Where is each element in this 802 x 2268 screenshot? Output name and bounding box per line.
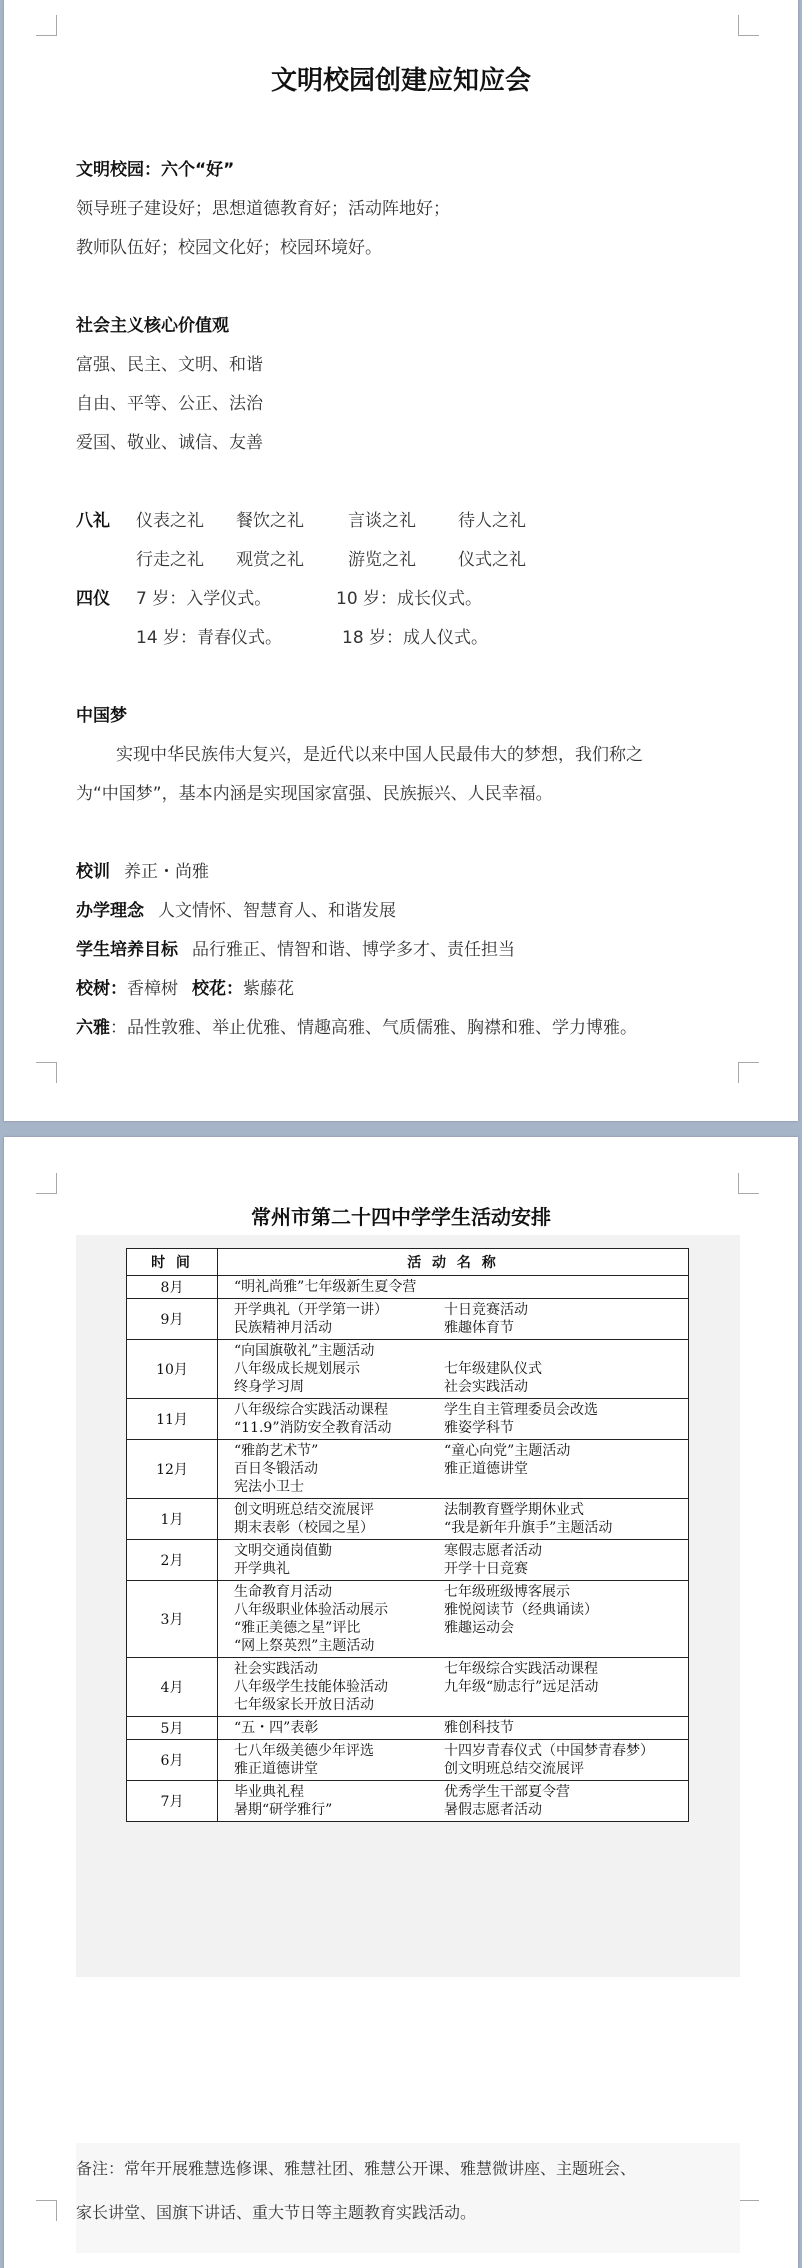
document-page-1 (4, 0, 798, 1121)
activity-item: 暑期“研学雅行” (234, 1802, 333, 1818)
activity-line (234, 1696, 684, 1714)
activity-item: 宪法小卫士 (234, 1479, 304, 1495)
activity-item: 八年级职业体验活动展示 (234, 1602, 388, 1618)
month-cell: 4月 (127, 1658, 218, 1717)
activity-line (234, 1360, 684, 1378)
activity-cell (218, 1276, 689, 1299)
text-line: 自由、平等、公正、法治 (76, 394, 263, 414)
activity-line (234, 1583, 684, 1601)
activity-cell (218, 1658, 689, 1717)
month-cell: 7月 (127, 1781, 218, 1822)
goal-line (76, 938, 738, 962)
philosophy-label: 办学理念 (76, 901, 144, 921)
dream-paragraph: 为“中国梦”，基本内涵是实现国家富强、民族振兴、人民幸福。 (76, 784, 553, 804)
dream-paragraph: 实现中华民族伟大复兴，是近代以来中国人民最伟大的梦想，我们称之 (116, 745, 643, 765)
activity-line (234, 1719, 684, 1737)
month-cell: 8月 (127, 1276, 218, 1299)
month-cell: 10月 (127, 1340, 218, 1399)
month-cell: 5月 (127, 1717, 218, 1740)
table-row (127, 1299, 689, 1340)
table-row (127, 1340, 689, 1399)
activity-line (234, 1678, 684, 1696)
activity-cell (218, 1540, 689, 1581)
activity-item: 法制教育暨学期休业式 (444, 1502, 584, 1518)
bali-item: 餐饮之礼 (236, 511, 304, 531)
activity-line (234, 1783, 684, 1801)
text-line: 教师队伍好；校园文化好；校园环境好。 (76, 238, 382, 258)
table-row (127, 1540, 689, 1581)
activity-cell (218, 1781, 689, 1822)
siyi-label: 四仪 (76, 589, 110, 609)
activity-item: 八年级综合实践活动课程 (234, 1402, 388, 1418)
activity-line (234, 1301, 684, 1319)
activity-item: 文明交通岗值勤 (234, 1543, 332, 1559)
bali-item: 观赏之礼 (236, 550, 304, 570)
month-cell: 6月 (127, 1740, 218, 1781)
activity-item: 雅正道德讲堂 (444, 1461, 528, 1477)
activity-item: 终身学习周 (234, 1379, 304, 1395)
activity-cell (218, 1581, 689, 1658)
activity-line (234, 1801, 684, 1819)
section-heading: 社会主义核心价值观 (76, 316, 229, 336)
activity-item: “五・四”表彰 (234, 1720, 319, 1736)
activity-line (234, 1319, 684, 1337)
activity-item: 七八年级美德少年评选 (234, 1743, 374, 1759)
activity-item: 开学十日竞赛 (444, 1561, 528, 1577)
table-header-row (127, 1249, 689, 1276)
activity-item: 八年级成长规划展示 (234, 1361, 360, 1377)
activity-line (234, 1601, 684, 1619)
goal-value: 品行雅正、情智和谐、博学多才、责任担当 (192, 940, 515, 960)
activity-line (234, 1278, 684, 1296)
activity-item: 期末表彰（校园之星） (234, 1520, 374, 1536)
philosophy-line (76, 899, 738, 923)
activity-item: 九年级“励志行”远足活动 (444, 1679, 599, 1695)
month-cell: 11月 (127, 1399, 218, 1440)
liuya-line (76, 1016, 738, 1040)
activity-item: “向国旗敬礼”主题活动 (234, 1343, 375, 1359)
activity-line (234, 1542, 684, 1560)
activity-cell (218, 1740, 689, 1781)
month-cell: 3月 (127, 1581, 218, 1658)
table-row (127, 1440, 689, 1499)
activity-line (234, 1619, 684, 1637)
activity-item: 创文明班总结交流展评 (444, 1761, 584, 1777)
activity-item: 八年级学生技能体验活动 (234, 1679, 388, 1695)
activity-item: 百日冬锻活动 (234, 1461, 318, 1477)
table-row (127, 1581, 689, 1658)
liuya-label: 六雅 (76, 1018, 110, 1038)
bali-item: 行走之礼 (136, 550, 204, 570)
activity-line (234, 1660, 684, 1678)
activity-item: 生命教育月活动 (234, 1584, 332, 1600)
activity-item: 毕业典礼程 (234, 1784, 304, 1800)
activity-cell (218, 1440, 689, 1499)
crop-mark (36, 1173, 57, 1194)
activity-item: 七年级综合实践活动课程 (444, 1661, 598, 1677)
crop-mark (738, 15, 759, 36)
activity-line (234, 1637, 684, 1655)
month-cell: 2月 (127, 1540, 218, 1581)
activity-item: 雅趣运动会 (444, 1620, 514, 1636)
activity-item: “雅韵艺术节” (234, 1443, 319, 1459)
activity-item: 七年级家长开放日活动 (234, 1697, 374, 1713)
activity-cell (218, 1299, 689, 1340)
crop-mark (738, 1062, 759, 1083)
month-cell: 1月 (127, 1499, 218, 1540)
table-row (127, 1276, 689, 1299)
activity-line (234, 1560, 684, 1578)
activity-item: 七年级建队仪式 (444, 1361, 542, 1377)
activity-item: “明礼尚雅”七年级新生夏令营 (234, 1279, 417, 1295)
activity-item: “童心向党”主题活动 (444, 1443, 571, 1459)
activity-line (234, 1419, 684, 1437)
activity-item: 暑假志愿者活动 (444, 1802, 542, 1818)
section-heading: 中国梦 (76, 706, 127, 726)
activity-item: 雅趣体育节 (444, 1320, 514, 1336)
activity-line (234, 1401, 684, 1419)
flower-value: 紫藤花 (243, 979, 294, 999)
tree-label: 校树： (76, 979, 127, 999)
bali-item: 言谈之礼 (348, 511, 416, 531)
text-line: 富强、民主、文明、和谐 (76, 355, 263, 375)
activity-cell (218, 1340, 689, 1399)
crop-mark (36, 2200, 57, 2221)
crop-mark (738, 2200, 759, 2221)
activity-item: “雅正美德之星”评比 (234, 1620, 361, 1636)
crop-mark (36, 1062, 57, 1083)
activity-item: 十日竞赛活动 (444, 1302, 528, 1318)
activity-cell (218, 1717, 689, 1740)
text-line: 领导班子建设好；思想道德教育好；活动阵地好； (76, 199, 450, 219)
activity-schedule-table (126, 1248, 689, 1822)
motto-label: 校训 (76, 862, 110, 882)
table-row (127, 1658, 689, 1717)
siyi-item: 18 岁：成人仪式。 (342, 628, 489, 648)
activity-item: 雅姿学科节 (444, 1420, 514, 1436)
activity-line (234, 1442, 684, 1460)
activity-item: 七年级班级博客展示 (444, 1584, 570, 1600)
bali-item: 游览之礼 (348, 550, 416, 570)
activity-line (234, 1760, 684, 1778)
table-row (127, 1499, 689, 1540)
motto-value: 养正・尚雅 (124, 862, 209, 882)
page-title: 文明校园创建应知应会 (270, 66, 531, 96)
siyi-item: 10 岁：成长仪式。 (336, 589, 483, 609)
liuya-value: ：品性敦雅、举止优雅、情趣高雅、气质儒雅、胸襟和雅、学力博雅。 (110, 1018, 637, 1038)
activity-cell (218, 1399, 689, 1440)
activity-item: 雅正道德讲堂 (234, 1761, 318, 1777)
siyi-item: 14 岁：青春仪式。 (136, 628, 283, 648)
tree-flower-line (76, 977, 738, 1001)
motto-line (76, 860, 738, 884)
activity-item: 十四岁青春仪式（中国梦青春梦） (444, 1743, 654, 1759)
activity-item: “我是新年升旗手”主题活动 (444, 1520, 613, 1536)
activity-line (234, 1478, 684, 1496)
month-cell: 9月 (127, 1299, 218, 1340)
activity-item: 寒假志愿者活动 (444, 1543, 542, 1559)
bali-item: 待人之礼 (458, 511, 526, 531)
header-activity: 活 动 名 称 (218, 1249, 689, 1276)
document-page-2 (4, 1137, 798, 2268)
activity-item: “11.9”消防安全教育活动 (234, 1420, 392, 1436)
bali-item: 仪表之礼 (136, 511, 204, 531)
activity-item: 开学典礼（开学第一讲） (234, 1302, 388, 1318)
activity-line (234, 1342, 684, 1360)
table-row (127, 1717, 689, 1740)
crop-mark (738, 1173, 759, 1194)
activity-item: 民族精神月活动 (234, 1320, 332, 1336)
activity-line (234, 1460, 684, 1478)
activity-cell (218, 1499, 689, 1540)
note-line: 家长讲堂、国旗下讲话、重大节日等主题教育实践活动。 (76, 2203, 477, 2222)
activity-item: “网上祭英烈”主题活动 (234, 1638, 375, 1654)
activity-item: 优秀学生干部夏令营 (444, 1784, 570, 1800)
activity-item: 学生自主管理委员会改选 (444, 1402, 598, 1418)
activity-line (234, 1501, 684, 1519)
bali-label: 八礼 (76, 511, 110, 531)
activity-line (234, 1378, 684, 1396)
activity-item: 雅悦阅读节（经典诵读） (444, 1602, 598, 1618)
philosophy-value: 人文情怀、智慧育人、和谐发展 (158, 901, 396, 921)
crop-mark (36, 15, 57, 36)
activity-item: 开学典礼 (234, 1561, 290, 1577)
activity-line (234, 1742, 684, 1760)
goal-label: 学生培养目标 (76, 940, 178, 960)
note-line: 备注：常年开展雅慧选修课、雅慧社团、雅慧公开课、雅慧微讲座、主题班会、 (76, 2159, 637, 2178)
siyi-item: 7 岁：入学仪式。 (136, 589, 272, 609)
text-line: 爱国、敬业、诚信、友善 (76, 433, 263, 453)
tree-value: 香樟树 (127, 979, 178, 999)
activity-item: 社会实践活动 (444, 1379, 528, 1395)
schedule-title: 常州市第二十四中学学生活动安排 (251, 1205, 551, 1229)
section-heading: 文明校园：六个“好” (76, 160, 235, 180)
month-cell: 12月 (127, 1440, 218, 1499)
flower-label: 校花： (192, 979, 243, 999)
table-row (127, 1740, 689, 1781)
table-row (127, 1399, 689, 1440)
activity-line (234, 1519, 684, 1537)
activity-item: 社会实践活动 (234, 1661, 318, 1677)
header-time: 时 间 (127, 1249, 218, 1276)
bali-item: 仪式之礼 (458, 550, 526, 570)
table-row (127, 1781, 689, 1822)
activity-item: 雅创科技节 (444, 1720, 514, 1736)
activity-item: 创文明班总结交流展评 (234, 1502, 374, 1518)
